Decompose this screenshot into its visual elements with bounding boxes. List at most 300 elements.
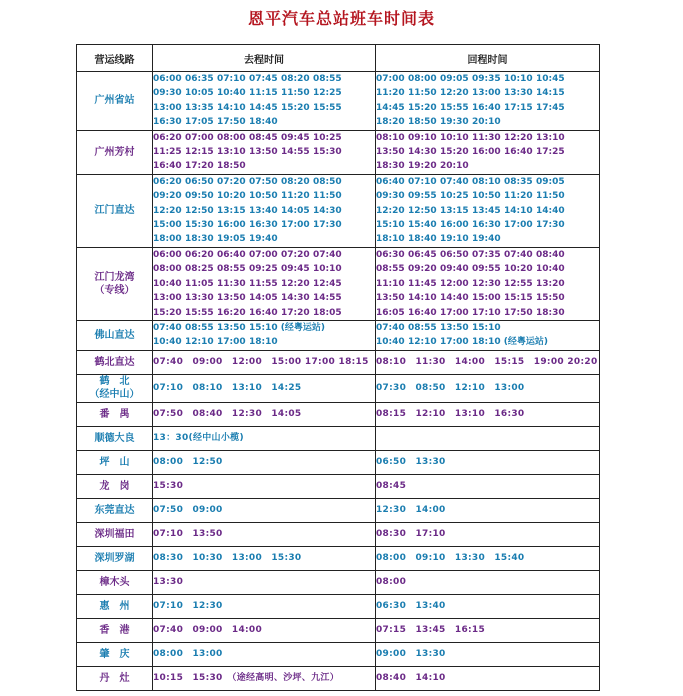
return-times [376,618,600,642]
time-value: 18:10 [249,337,278,348]
time-value: 12:50 [185,205,214,216]
time-value: 17:30 [313,220,342,231]
time-value: 09:50 [185,191,214,202]
time-value: 14:30 [281,293,310,304]
route-name [77,498,153,522]
time-value: 09:20 [408,264,437,275]
time-text: 08:00 09:10 13:30 15:40 [376,553,525,564]
time-note: 15:10 (经粤运站) [249,323,326,333]
time-line [153,115,375,129]
time-value: 13:50 [249,147,278,158]
time-value: 13:45 [472,205,501,216]
time-value: 09:05 [536,176,565,187]
time-value: 13:40 [249,205,278,216]
route-name [77,350,153,374]
schedule-row [77,374,600,402]
time-value: 06:35 [185,74,214,84]
time-value: 09:45 [281,264,310,275]
time-text: 07:10 13:50 [153,529,223,540]
time-text: 13:30 [153,577,184,588]
time-value: 13:00 [153,102,182,113]
time-value: 14:05 [249,293,278,304]
time-value: 12:55 [504,278,533,289]
time-value: 11:50 [408,88,437,99]
time-value: 14:55 [281,147,310,158]
time-text: 07:10 08:10 13:10 14:25 [153,383,302,394]
time-value: 10:10 [440,132,469,143]
outbound-times [153,618,376,642]
time-value: 11:20 [281,191,310,202]
time-value: 06:45 [408,249,437,260]
time-line [376,72,599,86]
time-line [376,232,599,246]
time-value: 10:10 [313,264,342,275]
time-value: 14:40 [440,293,469,304]
time-line [153,204,375,218]
time-value: 14:40 [536,205,565,216]
time-value: 09:35 [472,74,501,84]
time-value: 08:45 [249,132,278,143]
route-name-line: 鹤 北 [99,376,130,388]
time-value: 17:00 [440,337,469,348]
time-value: 07:00 [249,249,278,260]
time-value: 19:05 [217,234,246,245]
outbound-times [153,350,376,374]
time-line [376,189,599,203]
schedule-row [77,130,600,174]
schedule-row [77,350,600,374]
time-value: 06:50 [440,249,469,260]
time-value: 15:50 [536,293,565,304]
page-title: 恩平汽车总站班车时间表 [247,9,435,28]
time-value: 15:00 [472,293,501,304]
time-value: 17:10 [472,307,501,318]
time-text: 08:40 14:10 [376,673,446,684]
route-name [77,450,153,474]
time-text: 07:10 12:30 [153,601,223,612]
time-line [376,262,599,276]
time-value: 12:20 [440,88,469,99]
time-value: 08:00 [153,264,182,275]
route-name-line: 深圳罗湖 [94,552,135,564]
time-value: 08:40 [536,249,565,260]
time-value: 14:10 [408,293,437,304]
time-value: 06:50 [185,176,214,187]
time-value: 12:45 [313,278,342,289]
time-value: 15:55 [185,307,214,318]
schedule-row [77,546,600,570]
route-name [77,474,153,498]
time-value: 12:00 [440,278,469,289]
time-value: 08:55 [376,264,405,275]
time-value: 08:00 [408,74,437,84]
time-value: 13:50 [217,323,246,333]
time-value: 11:50 [281,88,310,99]
time-value: 07:10 [408,176,437,187]
time-value: 13:00 [472,88,501,99]
return-times [376,570,600,594]
time-value: 08:55 [408,323,437,333]
return-times [376,350,600,374]
time-value: 12:20 [504,132,533,143]
outbound-times [153,642,376,666]
route-name-line: 顺德大良 [94,432,135,444]
time-value: 15:00 [153,220,182,231]
time-text: 08:00 12:50 [153,457,223,468]
time-value: 16:40 [249,307,278,318]
return-times [376,426,600,450]
route-name-line: 肇 庆 [99,648,130,660]
time-value: 07:35 [472,249,501,260]
time-value: 12:20 [281,278,310,289]
outbound-times [153,402,376,426]
time-text: 07:30 08:50 12:10 13:00 [376,383,525,394]
time-value: 20:10 [472,117,501,128]
route-name-line: 广州芳村 [94,146,135,158]
time-value: 12:30 [472,278,501,289]
time-value: 15:20 [281,102,310,113]
time-line [376,159,599,173]
time-value: 10:40 [217,88,246,99]
time-line [376,115,599,129]
schedule-row [77,72,600,131]
schedule-table [76,44,600,691]
time-value: 18:20 [376,117,405,128]
time-value: 14:30 [313,205,342,216]
return-times [376,247,600,320]
time-value: 12:10 [408,337,437,348]
schedule-row [77,666,600,690]
time-line [153,335,375,349]
time-value: 13:50 [440,323,469,333]
time-value: 17:00 [504,220,533,231]
time-line [153,145,375,159]
schedule-row [77,174,600,247]
time-line [376,145,599,159]
time-value: 18:10 [376,234,405,245]
time-value: 12:25 [313,88,342,99]
schedule-row [77,570,600,594]
time-value: 20:10 [440,161,469,172]
time-value: 08:55 [185,323,214,333]
time-value: 08:20 [281,176,310,187]
route-name [77,374,153,402]
time-value: 08:10 [376,132,405,143]
time-value: 08:10 [472,176,501,187]
time-value: 10:40 [536,264,565,275]
time-text: 07:15 13:45 16:15 [376,625,486,636]
time-value: 11:30 [217,278,246,289]
time-value: 09:55 [408,191,437,202]
time-value: 10:50 [249,191,278,202]
time-value: 07:00 [185,132,214,143]
route-name-line: 坪 山 [99,456,130,468]
return-times [376,666,600,690]
time-value: 18:40 [249,117,278,128]
time-value: 06:20 [153,132,182,143]
time-note: 18:10 (经粤运站) [472,337,549,348]
time-value: 16:20 [217,307,246,318]
time-value: 11:50 [313,191,342,202]
time-value: 12:50 [408,205,437,216]
time-text: 07:50 08:40 12:30 14:05 [153,409,302,420]
return-times [376,522,600,546]
time-value: 17:15 [504,102,533,113]
time-value: 19:20 [408,161,437,172]
time-text: 08:30 10:30 13:00 15:30 [153,553,302,564]
time-line [153,175,375,189]
time-value: 06:00 [153,74,182,84]
route-name [77,618,153,642]
schedule-row [77,450,600,474]
time-value: 11:30 [472,132,501,143]
schedule-row [77,426,600,450]
time-text: 13：30(经中山小榄) [153,433,244,444]
time-value: 09:30 [376,191,405,202]
return-times [376,546,600,570]
time-value: 08:20 [281,74,310,84]
route-name [77,320,153,350]
outbound-times [153,570,376,594]
outbound-times [153,426,376,450]
header-route: 营运线路 [77,45,153,72]
time-value: 17:45 [536,102,565,113]
time-value: 17:00 [217,337,246,348]
time-value: 16:40 [408,307,437,318]
time-value: 06:40 [217,249,246,260]
return-times [376,642,600,666]
return-times [376,320,600,350]
time-line [376,291,599,305]
time-value: 15:30 [185,220,214,231]
route-name [77,72,153,131]
time-value: 12:20 [153,205,182,216]
return-times [376,72,600,131]
time-value: 10:05 [185,88,214,99]
time-value: 16:40 [472,102,501,113]
header-outbound: 去程时间 [153,45,376,72]
time-value: 14:05 [281,205,310,216]
time-line [376,175,599,189]
time-line [376,131,599,145]
time-value: 15:55 [440,102,469,113]
time-value: 09:45 [281,132,310,143]
time-value: 07:00 [376,74,405,84]
return-times [376,402,600,426]
time-value: 17:00 [281,220,310,231]
route-name-line: 鹤北直达 [94,356,135,368]
route-name-line: 丹 灶 [99,672,130,684]
time-value: 16:40 [504,147,533,158]
time-value: 09:10 [408,132,437,143]
time-value: 09:25 [249,264,278,275]
time-line [376,218,599,232]
outbound-times [153,320,376,350]
time-value: 10:25 [440,191,469,202]
return-times [376,374,600,402]
route-name-line: 东莞直达 [94,504,135,516]
time-value: 07:40 [153,323,182,333]
time-value: 16:40 [153,161,182,172]
time-value: 19:10 [440,234,469,245]
time-value: 08:35 [504,176,533,187]
time-line [376,321,599,335]
return-times [376,450,600,474]
time-value: 18:50 [408,117,437,128]
time-value: 10:10 [504,74,533,84]
time-value: 19:40 [249,234,278,245]
time-value: 18:30 [536,307,565,318]
schedule-row [77,594,600,618]
return-times [376,594,600,618]
time-value: 09:20 [153,191,182,202]
time-value: 08:25 [185,264,214,275]
schedule-row [77,474,600,498]
header-row [77,45,600,72]
outbound-times [153,130,376,174]
time-value: 13:15 [217,205,246,216]
outbound-times [153,522,376,546]
time-line [153,72,375,86]
time-value: 17:25 [536,147,565,158]
time-value: 18:50 [217,161,246,172]
time-text: 10:15 15:30 （途经高明、沙坪、九江） [153,673,339,684]
time-value: 17:05 [185,117,214,128]
outbound-times [153,546,376,570]
time-line [153,131,375,145]
route-name-line: （专线） [94,284,135,296]
route-name-line: 广州省站 [94,95,135,107]
time-value: 13:50 [376,147,405,158]
time-line [153,232,375,246]
time-value: 14:30 [408,147,437,158]
time-value: 15:10 [376,220,405,231]
outbound-times [153,474,376,498]
time-value: 07:45 [249,74,278,84]
route-name-line: 江门龙湾 [94,271,135,283]
time-value: 13:15 [440,205,469,216]
time-value: 11:55 [249,278,278,289]
time-text: 07:50 09:00 [153,505,223,516]
time-value: 18:00 [153,234,182,245]
time-value: 07:40 [376,323,405,333]
time-value: 19:30 [440,117,469,128]
time-value: 16:30 [472,220,501,231]
time-value: 15:55 [313,102,342,113]
outbound-times [153,666,376,690]
time-line [153,189,375,203]
time-value: 11:20 [376,88,405,99]
time-value: 18:05 [313,307,342,318]
time-value: 14:55 [313,293,342,304]
time-text: 07:40 09:00 14:00 [153,625,263,636]
time-value: 18:30 [376,161,405,172]
time-value: 17:50 [217,117,246,128]
time-text: 08:45 [376,481,407,492]
time-value: 08:00 [217,132,246,143]
route-name-line: 深圳福田 [94,528,135,540]
schedule-row [77,247,600,320]
route-name-line: 江门直达 [94,205,135,217]
time-value: 07:20 [281,249,310,260]
time-value: 06:20 [185,249,214,260]
time-value: 07:40 [504,249,533,260]
time-line [153,159,375,173]
time-text: 06:50 13:30 [376,457,446,468]
return-times [376,474,600,498]
outbound-times [153,247,376,320]
outbound-times [153,374,376,402]
time-value: 08:50 [313,176,342,187]
time-line [153,306,375,320]
route-name [77,642,153,666]
time-value: 17:20 [281,307,310,318]
time-value: 11:20 [504,191,533,202]
route-name [77,546,153,570]
route-name [77,594,153,618]
time-value: 17:50 [504,307,533,318]
time-value: 07:20 [217,176,246,187]
time-value: 15:15 [504,293,533,304]
route-name-line: 樟木头 [99,576,130,588]
time-value: 06:00 [153,249,182,260]
time-line [376,204,599,218]
time-value: 19:40 [472,234,501,245]
time-value: 10:50 [472,191,501,202]
time-value: 16:00 [440,220,469,231]
time-line [376,86,599,100]
time-value: 13:10 [536,132,565,143]
return-times [376,130,600,174]
time-value: 11:50 [536,191,565,202]
time-text: 08:15 12:10 13:10 16:30 [376,409,525,420]
time-value: 09:55 [472,264,501,275]
time-value: 15:40 [408,220,437,231]
time-text: 06:30 13:40 [376,601,446,612]
time-value: 13:20 [536,278,565,289]
time-value: 16:05 [376,307,405,318]
route-name [77,130,153,174]
return-times [376,498,600,522]
time-value: 17:20 [185,161,214,172]
time-text: 12:30 14:00 [376,505,446,516]
schedule-row [77,522,600,546]
time-value: 08:55 [313,74,342,84]
outbound-times [153,498,376,522]
time-value: 17:00 [440,307,469,318]
time-value: 11:25 [153,147,182,158]
time-value: 07:50 [249,176,278,187]
schedule-row [77,498,600,522]
outbound-times [153,174,376,247]
route-name [77,666,153,690]
time-value: 15:20 [153,307,182,318]
time-value: 10:45 [536,74,565,84]
time-line [153,101,375,115]
time-value: 14:45 [249,102,278,113]
time-value: 06:40 [376,176,405,187]
time-value: 14:10 [504,205,533,216]
time-value: 14:10 [217,102,246,113]
time-text: 08:00 13:00 [153,649,223,660]
time-line [376,277,599,291]
time-value: 15:20 [440,147,469,158]
time-line [376,335,599,349]
route-name-line: 香 港 [99,624,130,636]
route-name-line: 番 禺 [99,408,130,420]
time-value: 13:30 [185,293,214,304]
time-value: 16:30 [249,220,278,231]
